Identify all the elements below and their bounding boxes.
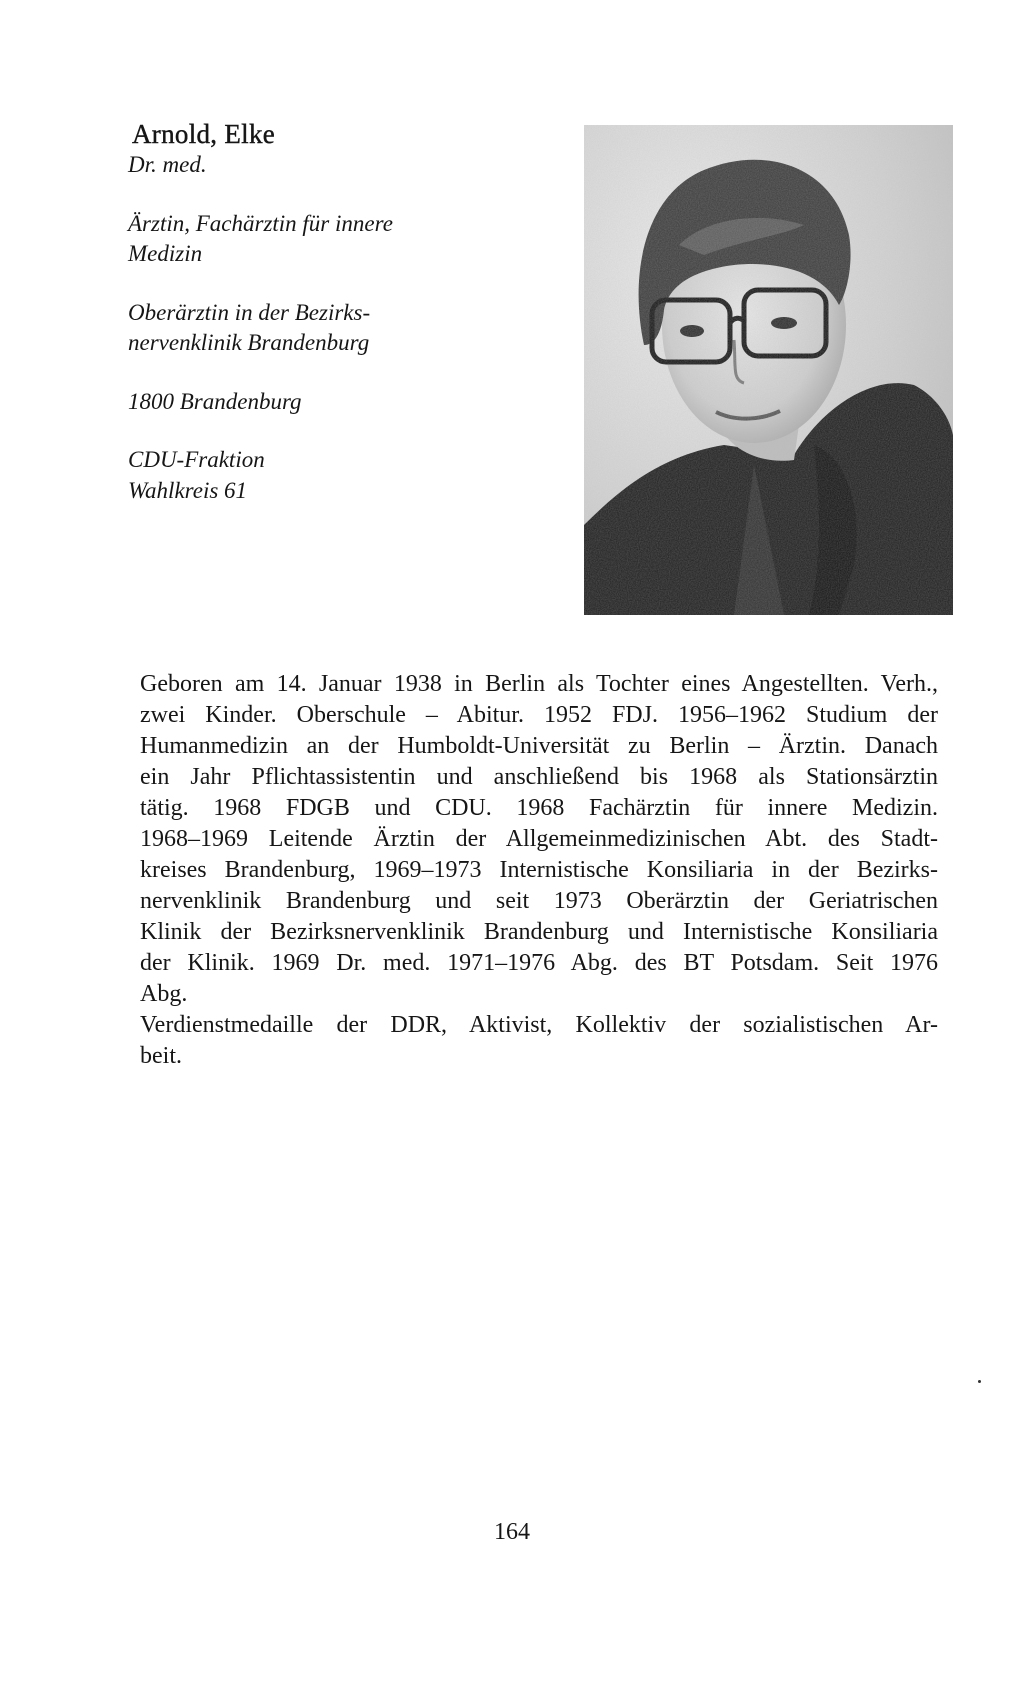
biography-line: Humanmedizin an der Humboldt-Universität zu Berlin – Ärztin. Danach: [140, 733, 938, 759]
page-number: 164: [494, 1519, 530, 1545]
academic-title: Dr. med.: [128, 152, 207, 177]
biography-line: der Klinik. 1969 Dr. med. 1971–1976 Abg. des BT Potsdam. Seit 1976: [140, 950, 938, 976]
biography-line: nervenklinik Brandenburg und seit 1973 Oberärztin der Geriatrischen: [140, 888, 938, 914]
biography-line: Geboren am 14. Januar 1938 in Berlin als Tochter eines Angestellten. Verh.,: [140, 671, 938, 697]
constituency: Wahlkreis 61: [128, 477, 248, 503]
biography-line: kreises Brandenburg, 1969–1973 Internistische Konsiliaria in der Bezirks-: [140, 857, 938, 883]
awards-line: beit.: [140, 1043, 182, 1069]
position-line: Oberärztin in der Bezirks-: [128, 299, 371, 325]
biography: [140, 669, 938, 1072]
person-info: [128, 150, 458, 506]
position-line: nervenklinik Brandenburg: [128, 330, 370, 355]
print-speck: [978, 1380, 981, 1383]
position-block: [128, 298, 458, 359]
faction-block: [128, 445, 458, 506]
location-block: [128, 387, 458, 418]
profession-line: Ärztin, Fachärztin für innere: [128, 210, 393, 236]
biography-line: tätig. 1968 FDGB und CDU. 1968 Fachärztin für innere Medizin.: [140, 795, 938, 821]
awards-line: Verdienstmedaille der DDR, Aktivist, Kollektiv der sozialistischen Ar-: [140, 1012, 938, 1038]
person-name: Arnold, Elke: [132, 119, 276, 149]
profession-line: Medizin: [128, 241, 203, 266]
biography-line: Klinik der Bezirksnervenklinik Brandenburg und Internistische Konsiliaria: [140, 919, 938, 945]
biography-line: Abg.: [140, 981, 188, 1007]
biography-line: zwei Kinder. Oberschule – Abitur. 1952 FDJ. 1956–1962 Studium der: [140, 702, 938, 728]
portrait-photo: [584, 125, 953, 615]
biography-line: 1968–1969 Leitende Ärztin der Allgemeinmedizinischen Abt. des Stadt-: [140, 826, 938, 852]
location: 1800 Brandenburg: [128, 388, 302, 414]
profession-block: [128, 209, 458, 270]
faction: CDU-Fraktion: [128, 447, 265, 472]
biography-line: ein Jahr Pflichtassistentin und anschließend bis 1968 als Stationsärztin: [140, 764, 938, 790]
